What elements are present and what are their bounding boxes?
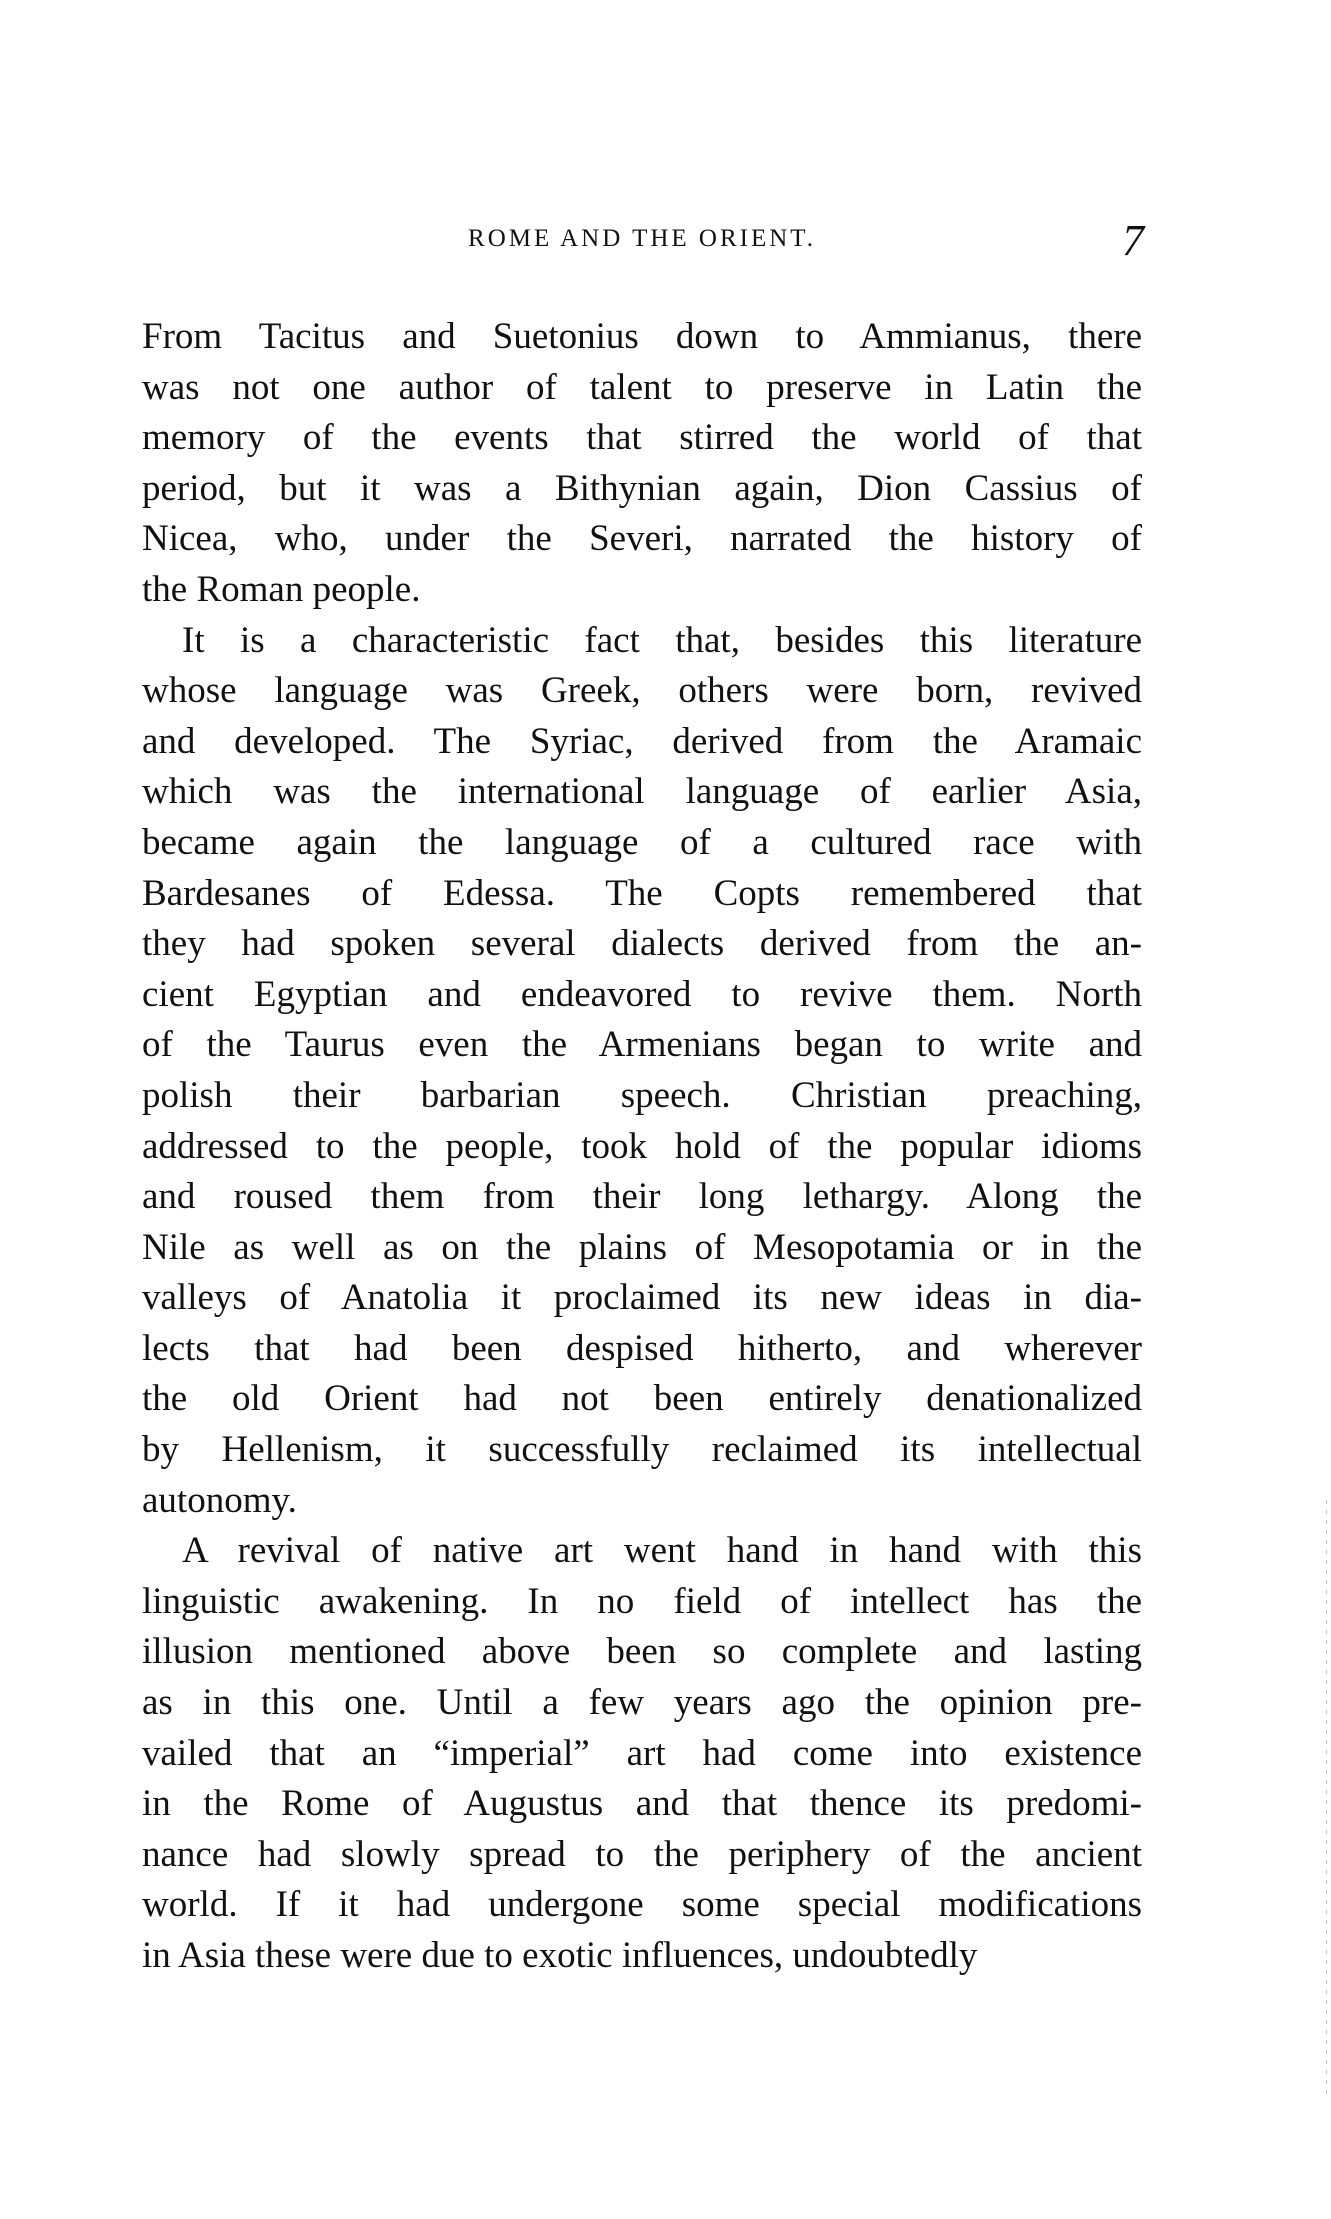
text-line: of the Taurus even the Armenians began to write and	[142, 1024, 1142, 1066]
text-line: and roused them from their long lethargy. Along the	[142, 1176, 1142, 1218]
paragraph-1	[142, 312, 1142, 616]
text-line: lects that had been despised hitherto, and wherever	[142, 1327, 1142, 1369]
text-line: period, but it was a Bithynian again, Dion Cassius of	[142, 467, 1142, 509]
text-line: Nile as well as on the plains of Mesopotamia or in the	[142, 1226, 1142, 1268]
text-line: whose language was Greek, others were born, revived	[142, 670, 1142, 712]
running-head	[142, 215, 1142, 275]
text-line: Bardesanes of Edessa. The Copts remembered that	[142, 872, 1142, 914]
text-line: polish their barbarian speech. Christian preaching,	[142, 1074, 1142, 1116]
text-line: memory of the events that stirred the world of that	[142, 417, 1142, 459]
paragraph-2	[142, 616, 1142, 1527]
text-line: became again the language of a cultured race with	[142, 821, 1142, 863]
body-text	[142, 312, 1142, 1982]
text-line: nance had slowly spread to the periphery of the ancient	[142, 1833, 1142, 1875]
text-line: From Tacitus and Suetonius down to Ammianus, there	[142, 316, 1142, 357]
page-edge-mark	[1326, 1500, 1327, 2100]
text-line: A revival of native art went hand in hand with this	[182, 1530, 1142, 1572]
text-line: the Roman people.	[142, 568, 421, 610]
text-line: linguistic awakening. In no field of intellect has the	[142, 1580, 1142, 1622]
text-line: vailed that an “imperial” art had come into existence	[142, 1732, 1142, 1774]
text-line: as in this one. Until a few years ago the opinion pre-	[142, 1682, 1142, 1724]
text-line: valleys of Anatolia it proclaimed its new ideas in dia-	[142, 1277, 1142, 1319]
text-line: which was the international language of earlier Asia,	[142, 771, 1142, 813]
text-line: the old Orient had not been entirely denationalized	[142, 1378, 1142, 1420]
text-line: they had spoken several dialects derived from the an-	[142, 923, 1142, 965]
text-line: was not one author of talent to preserve in Latin the	[142, 366, 1142, 408]
text-line: by Hellenism, it successfully reclaimed its intellectual	[142, 1429, 1142, 1471]
text-line: world. If it had undergone some special modifications	[142, 1884, 1142, 1926]
page-number: 7	[1122, 216, 1144, 265]
text-line: It is a characteristic fact that, besides this literature	[182, 619, 1142, 661]
text-line: in Asia these were due to exotic influences, undoubtedly	[142, 1935, 978, 1976]
text-line: illusion mentioned above been so complete and lasting	[142, 1631, 1142, 1673]
text-line: Nicea, who, under the Severi, narrated the history of	[142, 518, 1142, 560]
text-line: autonomy.	[142, 1479, 297, 1521]
text-line: addressed to the people, took hold of the popular idioms	[142, 1125, 1142, 1167]
text-line: cient Egyptian and endeavored to revive them. North	[142, 973, 1142, 1015]
running-title: ROME AND THE ORIENT.	[468, 225, 816, 252]
text-line: and developed. The Syriac, derived from the Aramaic	[142, 720, 1142, 762]
paragraph-3	[142, 1526, 1142, 1981]
text-line: in the Rome of Augustus and that thence its predomi-	[142, 1783, 1142, 1825]
